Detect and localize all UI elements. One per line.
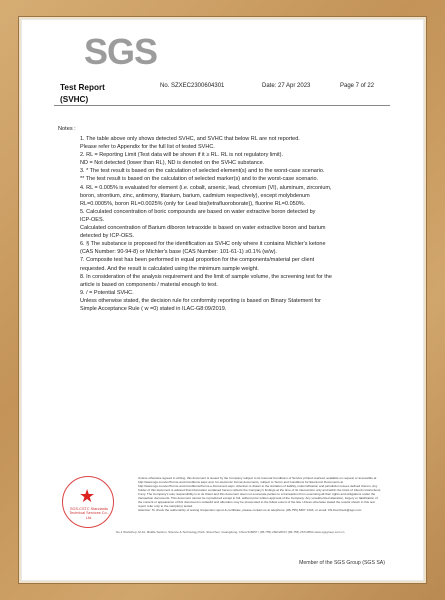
notes-line: 1. The table above only shows detected SVHC, and SVHC that below RL are not reported. xyxy=(80,136,300,142)
notes-line: 3. * The test result is based on the calculation of selected element(s) and to the worst-case scenario. xyxy=(80,168,325,175)
notes-line: 9. / = Potential SVHC. xyxy=(80,289,134,296)
notes-line: 4. RL = 0.005% is evaluated for element (i.e. cobalt, arsenic, lead, chromium (VI), aluminum, zirconium, xyxy=(80,184,332,191)
notes-line: ** The test result is based on the calculation of selected marker(s) and to the worst-case scenario. xyxy=(80,176,319,183)
notes-body xyxy=(80,135,390,313)
notes-label: Notes : xyxy=(58,126,76,132)
report-footer xyxy=(62,476,382,546)
terms-text: Unless otherwise agreed in writing, this document is issued by the Company subject to its General Conditions of Service printed overleaf, available on request or accessible at http://www.sgs.com/en/Terms-and-Conditions.aspx and, for electronic format documents, subject to Terms and Conditions for Electronic Documents at http://www.sgs.com/en/Terms-and-Conditions/Terms-e-Document.aspx. Attention is drawn to the limitation of liability, indemnification and jurisdiction issues defined therein. Any holder of this document is advised that information contained hereon reflects the Company's findings at the time of its intervention only and within the limits of Client's instructions, if any. The Company's sole responsibility is to its Client and this document does not exonerate parties to a transaction from exercising all their rights and obligations under the transaction documents. This document cannot be reproduced except in full, without prior written approval of the Company. Any unauthorized alteration, forgery or falsification of the content or appearance of this document is unlawful and offenders may be prosecuted to the fullest extent of the law. Unless otherwise stated the results shown in this test report refer only to the sample(s) tested. xyxy=(138,476,382,508)
report-title-line1: Test Report xyxy=(60,83,105,92)
notes-line: 6. § The substance is proposed for the identification as SVHC only where it contains Michler's ketone xyxy=(80,241,326,248)
notes-line: detected by ICP-OES. xyxy=(80,233,135,240)
report-number: No. SZXEC2300604301 xyxy=(160,83,225,89)
notes-line: Calculated concentration of Barium diboron tetraoxide is based on water extractive boron and barium xyxy=(80,225,326,232)
member-statement: Member of the SGS Group (SGS SA) xyxy=(299,560,385,566)
notes-line: Please refer to Appendix for the full list of tested SVHC. xyxy=(80,144,215,151)
company-seal xyxy=(62,476,114,528)
header-divider xyxy=(54,105,390,106)
notes-line: article is based on components / material enough to test. xyxy=(80,281,218,288)
notes-line: ND = Not detected (lower than RL), ND is denoted on the SVHC substance. xyxy=(80,160,265,167)
star-icon: ★ xyxy=(79,486,96,506)
notes-line: RL=0.0005%, boron RL=0.0025% (only for Lead bis(tetrafluoroborate)), fluorine RL=0.050%. xyxy=(80,200,306,207)
notes-line: 8. In consideration of the analysis requirement and the limit of sample volume, the screening test for the xyxy=(80,273,332,280)
report-page xyxy=(22,20,423,580)
company-address: No.1 Workshop, M-10, Middle Section, Science & Technology Park, Shenzhen, Guangdong, China 518057 t (86-755) 26012053 f (86-755) 26710594 www.sgsgroup.com.cn xyxy=(116,530,345,534)
notes-line: boron, strontium, zinc, antimony, titanium, barium, cadmium respectively), except molybdenum xyxy=(80,192,310,199)
terms-fine-print xyxy=(138,476,382,512)
notes-line: 2. RL = Reporting Limit (Test data will be shown if it ≥ RL. RL is not regulatory limit). xyxy=(80,152,283,159)
notes-line: Unless otherwise stated, the decision rule for conformity reporting is based on Binary Statement for xyxy=(80,297,321,304)
seal-text: SGS-CSTC Standards Technical Services Co., Ltd. xyxy=(69,507,109,520)
attention-text: Attention: To check the authenticity of testing /inspection report & certificate, please contact us at telephone: (86-755) 8307 1443, or email: CN.Doccheck@sgs.com xyxy=(138,508,362,512)
notes-line: Simple Acceptance Rule ( w =0) stated in ILAC-G8:09/2019. xyxy=(80,305,227,312)
notes-line: 5. Calculated concentration of boric compounds are based on water extractive boron detected by xyxy=(80,208,316,215)
notes-line: (CAS Number: 90-94-8) or Michler's base (CAS Number: 101-61-1) ≥0.1% (w/w). xyxy=(80,249,277,256)
notes-line: requested. And the result is calculated using the minimum sample weight. xyxy=(80,265,259,272)
report-title xyxy=(60,82,170,106)
notes-line: 7. Composite test has been performed in equal proportion for the components/material per client xyxy=(80,257,315,264)
report-date: Date: 27 Apr 2023 xyxy=(262,83,311,89)
sgs-logo: SGS xyxy=(84,31,158,72)
page-number: Page 7 of 22 xyxy=(340,83,375,89)
report-title-line2: (SVHC) xyxy=(60,95,89,104)
notes-line: ICP-OES. xyxy=(80,216,105,223)
